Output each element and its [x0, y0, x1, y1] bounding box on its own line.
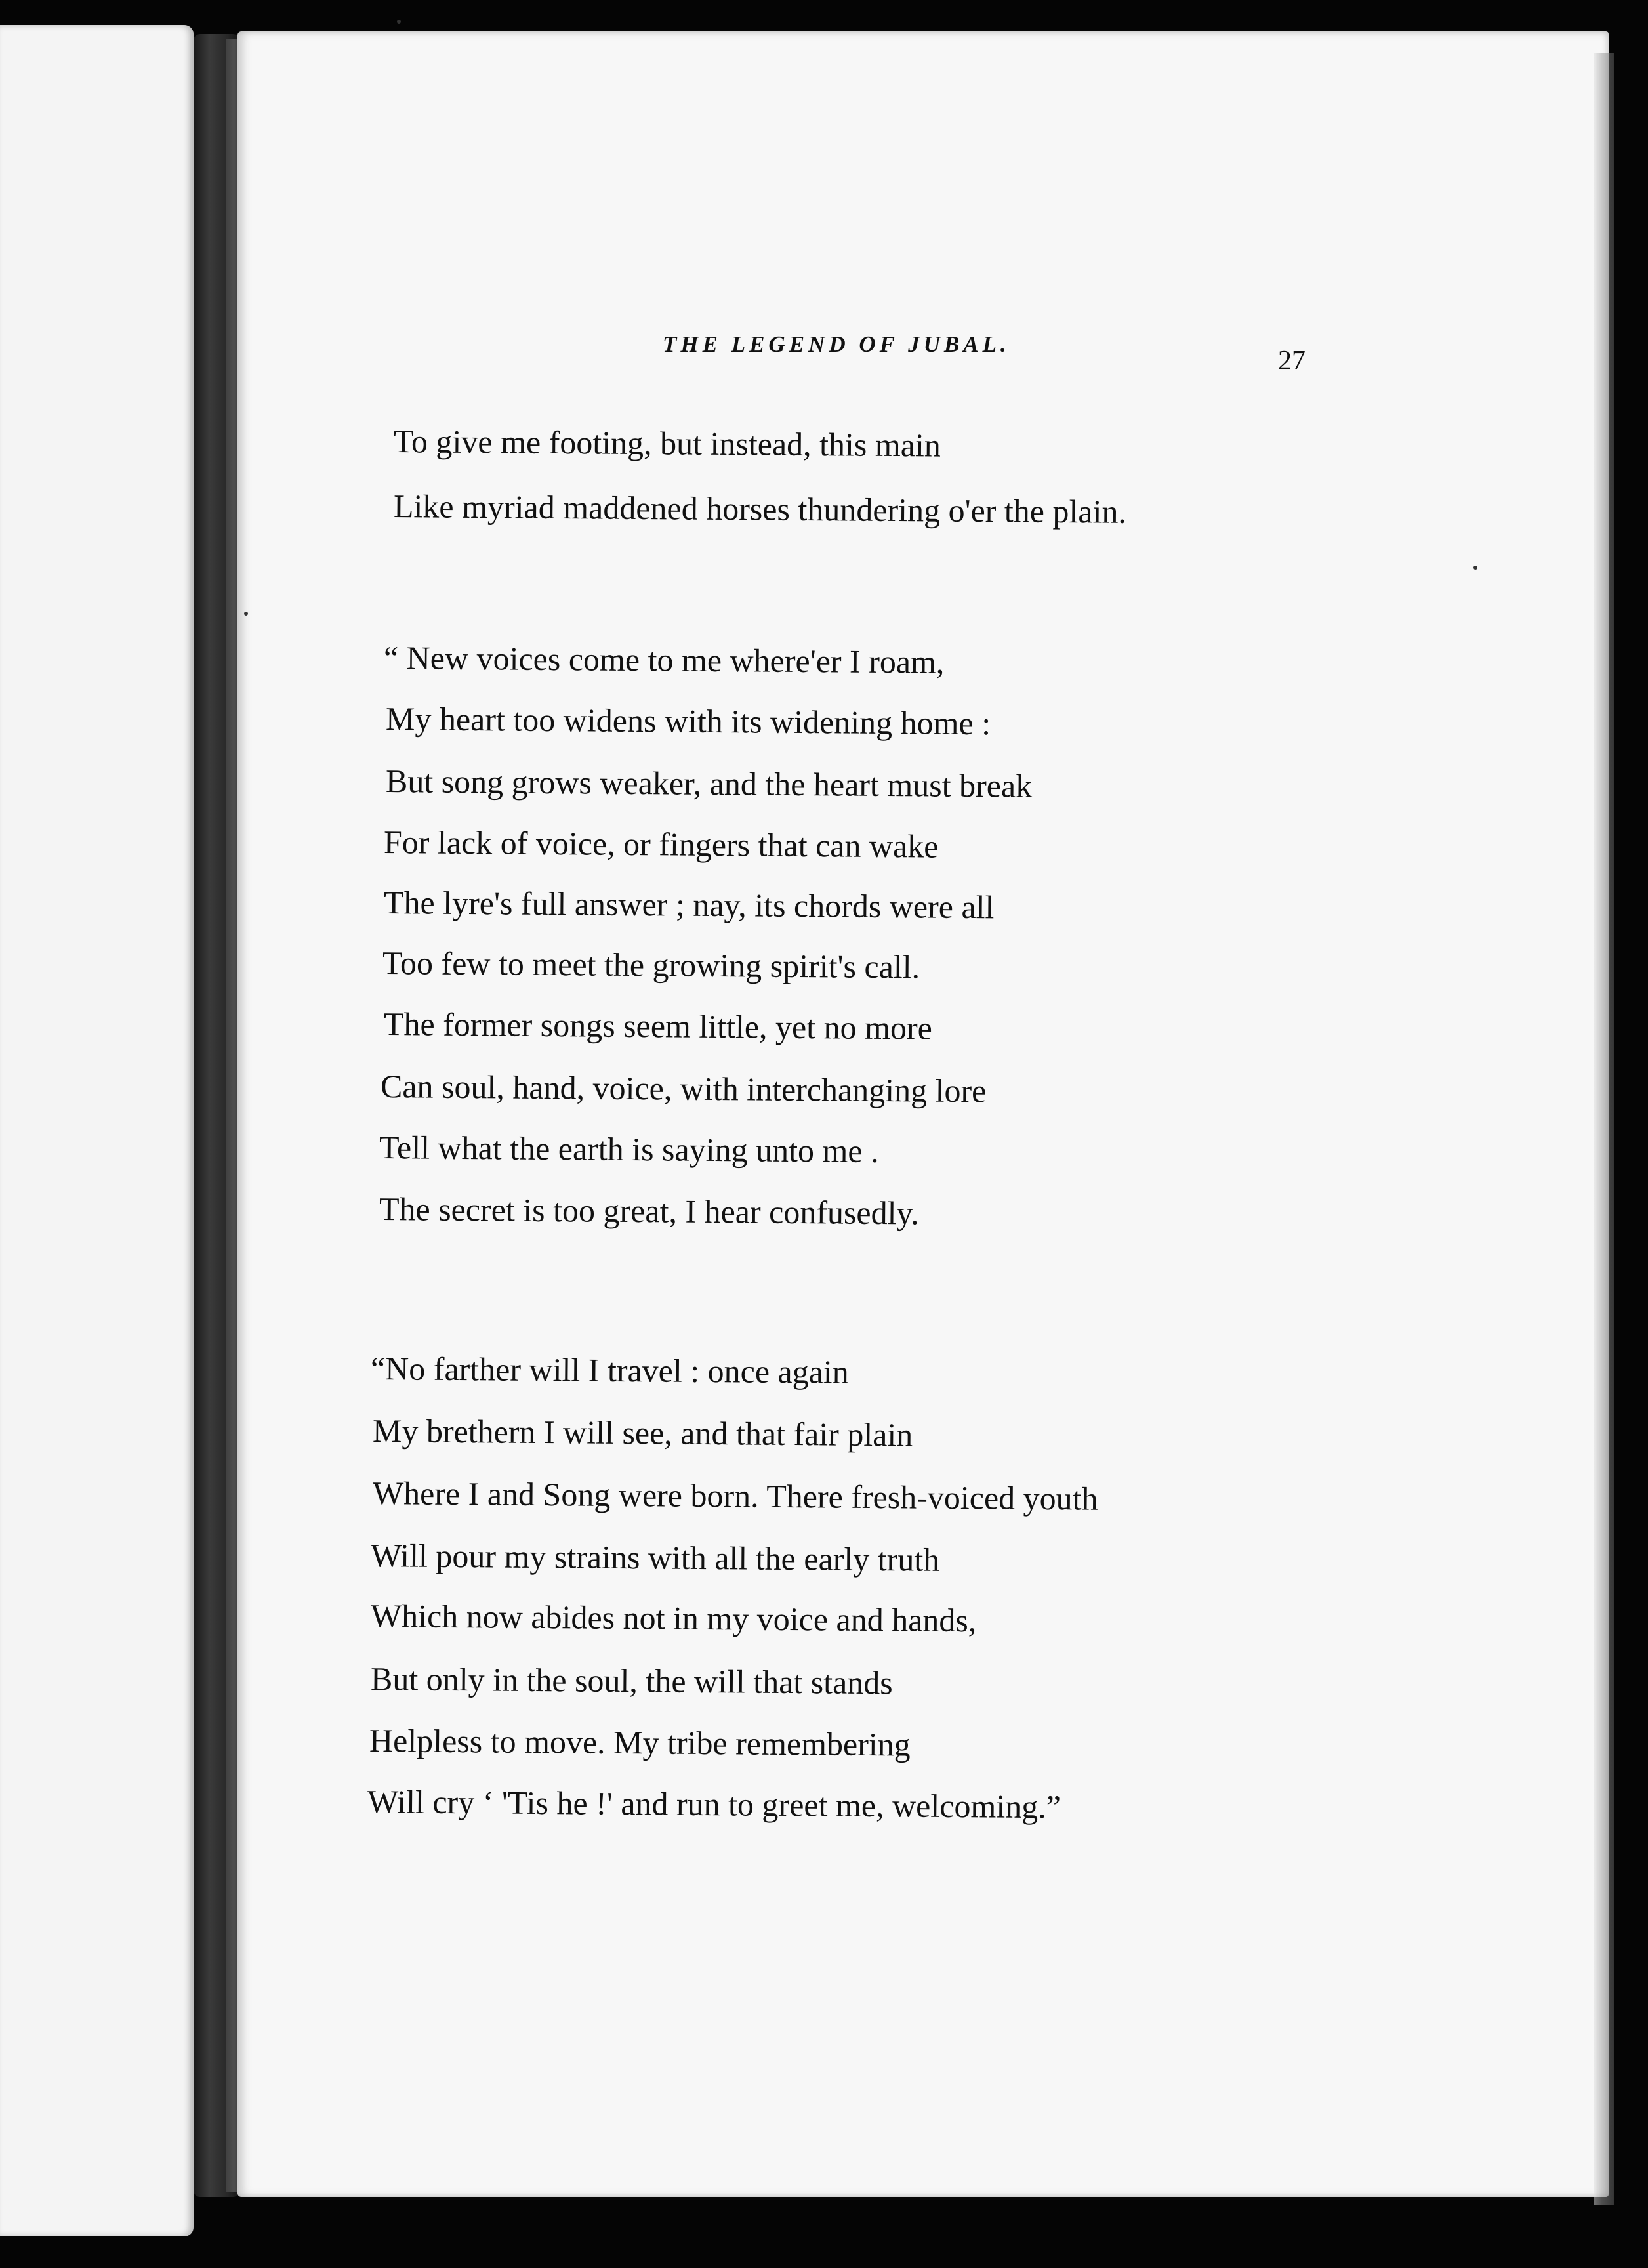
- poem-line: My brethern I will see, and that fair plain: [372, 1412, 913, 1454]
- poem-line: The secret is too great, I hear confusedly.: [379, 1190, 920, 1232]
- poem-line: “No farther will I travel : once again: [370, 1350, 850, 1391]
- poem-line: Helpless to move. My tribe remembering: [369, 1722, 911, 1763]
- poem-line: Tell what the earth is saying unto me .: [379, 1129, 879, 1169]
- poem-line: Can soul, hand, voice, with interchanging lore: [380, 1068, 987, 1110]
- poem-line: But song grows weaker, and the heart must break: [385, 763, 1033, 805]
- poem-line: Like myriad maddened horses thundering o'er the plain.: [393, 488, 1127, 530]
- poem-line: Will cry ‘ 'Tis he !' and run to greet me, welcoming.”: [367, 1783, 1061, 1826]
- poem-line: For lack of voice, or fingers that can wake: [383, 824, 939, 865]
- page-number: 27: [1278, 346, 1306, 376]
- poem-line: The former songs seem little, yet no more: [383, 1005, 933, 1047]
- poem-line: Will pour my strains with all the early truth: [370, 1537, 940, 1578]
- poem-line: “ New voices come to me where'er I roam,: [383, 639, 945, 681]
- poem-line: Which now abides not in my voice and hands,: [370, 1597, 977, 1639]
- poem-line: Too few to meet the growing spirit's call.: [382, 944, 920, 986]
- poem-line: To give me footing, but instead, this main: [393, 423, 941, 464]
- poem-line: The lyre's full answer ; nay, its chords were all: [383, 884, 995, 926]
- running-title: THE LEGEND OF JUBAL.: [663, 331, 1010, 357]
- poem-line: But only in the soul, the will that stands: [370, 1660, 894, 1702]
- poem-line: My heart too widens with its widening home :: [385, 700, 991, 742]
- poem-line: Where I and Song were born. There fresh-voiced youth: [372, 1475, 1098, 1517]
